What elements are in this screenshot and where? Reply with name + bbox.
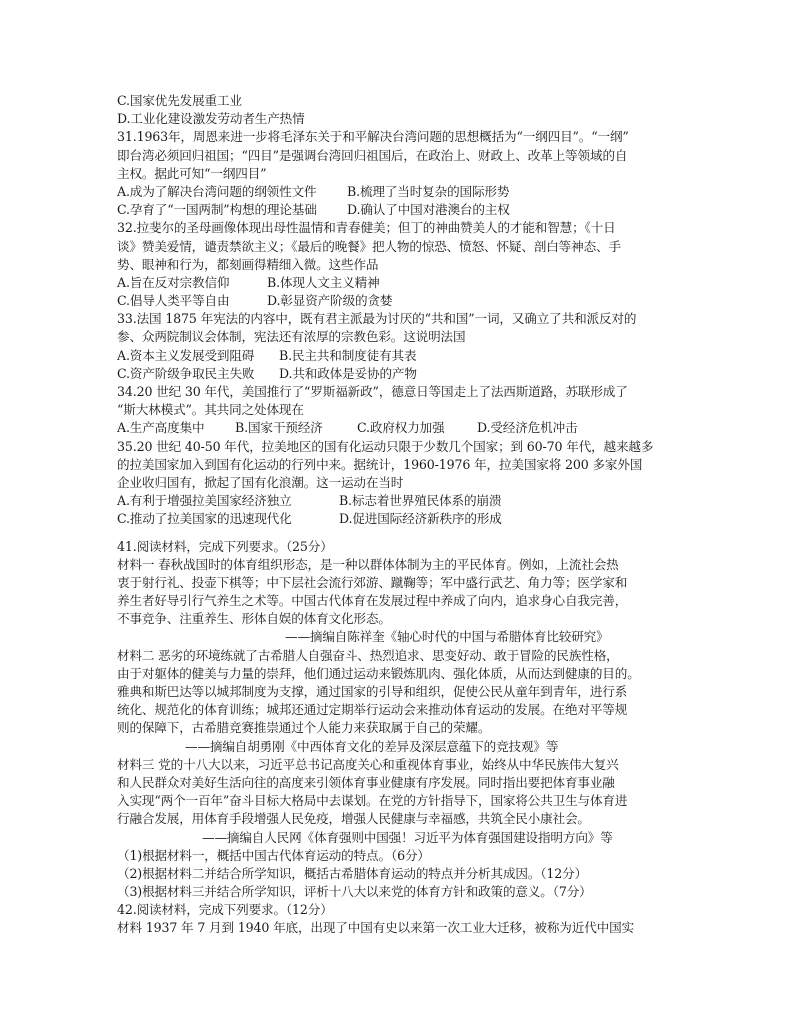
q31-options-row xyxy=(117,201,677,219)
q33-option-c: C.资产阶级争取民主失败 xyxy=(117,365,255,381)
q32-stem-line: 32.拉斐尔的圣母画像体现出母性温情和青春健美；但丁的神曲赞美人的才能和智慧；《十日 xyxy=(117,220,616,236)
q31-option-a: A.成为了解决台湾问题的纲领性文件 xyxy=(117,183,317,199)
q41-material-three-source: ——摘编自人民网《体育强则中国强！习近平为体育强国建设指明方向》等 xyxy=(202,829,613,845)
q41-material-three-line: 行融合发展，用体育手段增强人民免疫，增强人民健康与幸福感，共筑全民小康社会。 xyxy=(117,811,590,827)
q32-option-a: A.旨在反对宗教信仰 xyxy=(117,274,230,290)
q41-material-one-line: 衷于射行礼、投壶下棋等；中下层社会流行郊游、蹴鞠等；军中盛行武艺、角力等；医学家和 xyxy=(117,574,628,590)
q41-material-two-line: 则的保障下，古希腊竞赛推崇通过个人能力来获取属于自己的荣耀。 xyxy=(117,720,491,736)
q41-material-three-line: 和人民群众对美好生活向往的高度来引领体育事业健康有序发展。同时指出要把体育事业融 xyxy=(117,774,615,790)
q30-option-c: C.国家优先发展重工业 xyxy=(117,93,242,108)
q35-options-row xyxy=(117,510,677,528)
q41-material-two-line: 统化、规范化的体育训练；城邦还通过定期举行运动会来推动体育运动的发展。在绝对平等规 xyxy=(117,702,628,718)
q34-option-a: A.生产高度集中 xyxy=(117,420,205,436)
q41-requirement-1: （1)根据材料一，概括中国古代体育运动的特点。（6分） xyxy=(117,847,430,863)
q33-stem-line: 33.法国 1875 年宪法的内容中，既有君主派最为讨厌的“共和国”一词，又确立了共和派反对的 xyxy=(117,311,637,327)
q35-options-row xyxy=(117,492,677,510)
q41-material-two-line: 材料二 恶劣的环境练就了古希腊人自强奋斗、热烈追求、思变好动、敢于冒险的民族性格， xyxy=(117,647,619,663)
q42-title: 42.阅读材料，完成下列要求。（12分） xyxy=(117,902,333,918)
q35-option-a: A.有利于增强拉美国家经济独立 xyxy=(117,493,292,509)
q32-option-c: C.倡导人类平等自由 xyxy=(117,293,230,309)
q32-options-row xyxy=(117,292,677,310)
q34-option-b: B.国家干预经济 xyxy=(235,420,323,436)
q41-requirement-2: （2)根据材料二并结合所学知识，概括古希腊体育运动的特点并分析其成因。（12分） xyxy=(117,865,588,881)
q32-options-row xyxy=(117,274,677,292)
q31-stem-line: 即台湾必须回归祖国；“四目”是强调台湾回归祖国后，在政治上、财政上、改革上等领域的自 xyxy=(117,147,628,163)
q31-stem-line: 31.1963年，周恩来进一步将毛泽东关于和平解决台湾问题的思想概括为“一纲四目”。“一纲” xyxy=(117,129,629,145)
exam-content xyxy=(117,92,677,938)
q31-options-row xyxy=(117,183,677,201)
q32-option-b: B.体现人文主义精神 xyxy=(267,274,380,290)
q32-stem-line: 谈》赞美爱情，谴责禁欲主义；《最后的晚餐》把人物的惊恐、愤怒、怀疑、剖白等神态、手 xyxy=(117,238,621,254)
q33-option-a: A.资本主义发展受到阻碍 xyxy=(117,347,255,363)
q41-material-three-line: 材料三 党的十八大以来，习近平总书记高度关心和重视体育事业，始终从中华民族伟大复兴 xyxy=(117,756,619,772)
q41-material-one-source: ——摘编自陈祥奎《轴心时代的中国与希腊体育比较研究》 xyxy=(285,629,609,645)
q32-stem-line: 势、眼神和行为，都刻画得精细入微。这些作品 xyxy=(117,256,379,272)
q34-stem-line: 34.20 世纪 30 年代，美国推行了“罗斯福新政”，德意日等国走上了法西斯道路，苏联形成了 xyxy=(117,384,628,399)
q41-material-one-line: 材料一 春秋战国时的体育组织形态，是一种以群体体制为主的平民体育。例如，上流社会热 xyxy=(117,556,619,572)
q41-material-three-line: 入实现“两个一百年”奋斗目标大格局中去谋划。在党的方针指导下，国家将公共卫生与体育进 xyxy=(117,793,628,809)
q33-options-row xyxy=(117,347,677,365)
q34-option-d: D.受经济危机冲击 xyxy=(477,420,578,436)
q33-options-row xyxy=(117,365,677,383)
q33-option-b: B.民主共和制度徒有其表 xyxy=(279,347,417,363)
q31-stem-line: 主权。据此可知“一纲四目” xyxy=(117,165,267,181)
q31-option-b: B.梳理了当时复杂的国际形势 xyxy=(347,183,510,199)
q34-stem-line: “斯大林模式”。其共同之处体现在 xyxy=(117,402,304,418)
q41-material-two-source: ——摘编自胡勇刚《中西体育文化的差异及深层意蕴下的竞技观》等 xyxy=(185,738,559,754)
q31-option-d: D.确认了中国对港澳台的主权 xyxy=(347,202,510,218)
q41-material-two-line: 雅典和斯巴达等以城邦制度为支撑，通过国家的引导和组织，促使公民从童年到青年，进行系 xyxy=(117,684,628,699)
q34-option-c: C.政府权力加强 xyxy=(357,420,445,436)
q33-stem-line: 参、众两院制议会体制，宪法还有浓厚的宗教色彩。这说明法国 xyxy=(117,329,466,345)
q35-option-d: D.促进国际经济新秩序的形成 xyxy=(339,511,502,527)
q35-stem-line: 的拉美国家加入到国有化运动的行列中来。据统计，1960-1976 年，拉美国家将 200 多家外国 xyxy=(117,456,643,472)
section-gap xyxy=(117,529,677,538)
q30-option-d: D.工业化建设激发劳动者生产热情 xyxy=(117,111,305,127)
q35-option-c: C.推动了拉美国家的迅速现代化 xyxy=(117,511,292,527)
q35-stem-line: 35.20 世纪 40-50 年代，拉美地区的国有化运动只限于少数几个国家；到 60-70 年代，越来越多 xyxy=(117,438,654,454)
q41-material-one-line: 养生者好导引行气养生之术等。中国古代体育在发展过程中养成了向内，追求身心自我完善， xyxy=(117,593,628,609)
q42-material-line: 材料 1937 年 7 月到 1940 年底，出现了中国有史以来第一次工业大迁移，被称为近代中国实 xyxy=(117,920,634,936)
q35-option-b: B.标志着世界殖民体系的崩溃 xyxy=(339,493,502,509)
q34-options-row xyxy=(117,419,677,437)
q31-option-c: C.孕育了“一国两制”构想的理论基础 xyxy=(117,202,317,218)
q32-option-d: D.彰显资产阶级的贪婪 xyxy=(267,293,393,309)
q41-material-one-line: 不事竞争、注重养生、形体自娱的体育文化形态。 xyxy=(117,611,391,627)
q35-stem-line: 企业收归国有，掀起了国有化浪潮。这一运动在当时 xyxy=(117,474,404,490)
q33-option-d: D.共和政体是妥协的产物 xyxy=(279,365,417,381)
q41-requirement-3: （3)根据材料三并结合所学知识，评析十八大以来党的体育方针和政策的意义。（7分） xyxy=(117,884,592,900)
q41-material-two-line: 由于对躯体的健美与力量的崇拜，他们通过运动来锻炼肌肉、强化体质，从而达到健康的目的。 xyxy=(117,665,640,681)
q41-title: 41.阅读材料，完成下列要求。（25分） xyxy=(117,538,333,554)
